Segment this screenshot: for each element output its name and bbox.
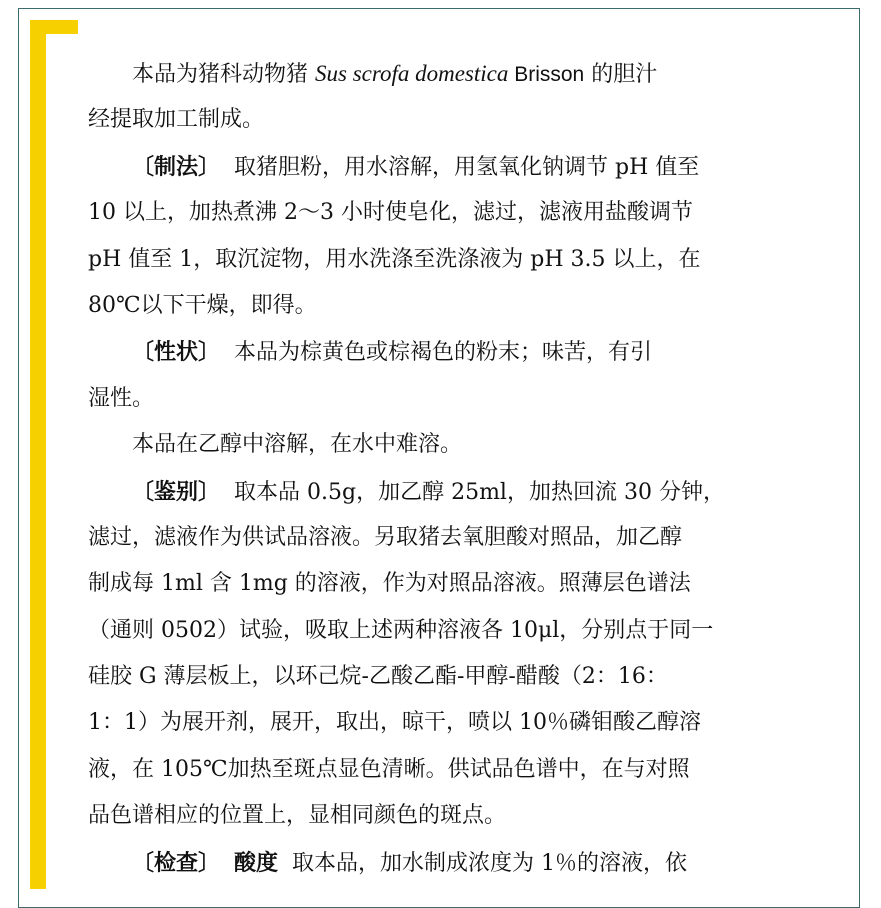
section-heading-inspection: 〔检查〕 [132,849,221,876]
subheading-acidity: 酸度 [234,849,279,876]
text-line-18 [88,840,818,886]
text-line-17: 品色谱相应的位置上，显相同颜色的斑点。 [88,803,507,829]
text-span: 本品为猪科动物猪 [132,62,315,87]
text-line-1 [88,51,818,97]
text-line-10 [88,469,818,515]
section-heading-preparation: 〔制法〕 [132,153,221,180]
text-line-7 [88,329,818,375]
text-span: 本品为棕黄色或棕褐色的粉末；味苦，有引 [234,340,653,366]
author-name: Brisson [508,63,585,86]
text-line-9: 本品在乙醇中溶解，在水中难溶。 [132,432,463,458]
text-line-13: （通则 0502）试验，吸取上述两种溶液各 10μl，分别点于同一 [88,617,714,643]
section-heading-description: 〔性状〕 [132,339,221,366]
text-span: 取猪胆粉，用水溶解，用氢氧化钠调节 pH 值至 [234,154,700,180]
text-line-14: 硅胶 G 薄层板上，以环己烷-乙酸乙酯-甲醇-醋酸（2：16： [88,664,668,690]
text-span: 的胆汁 [584,62,658,87]
text-line-15: 1：1）为展开剂，展开，取出，晾干，喷以 10％磷钼酸乙醇溶 [88,710,701,736]
text-line-8: 湿性。 [88,385,155,411]
text-line-4: 10 以上，加热煮沸 2～3 小时使皂化，滤过，滤液用盐酸调节 [88,200,693,226]
text-line-16: 液，在 105℃加热至斑点显色清晰。供试品色谱中，在与对照 [88,756,690,782]
text-line-5: pH 值至 1，取沉淀物，用水洗涤至洗涤液为 pH 3.5 以上，在 [88,246,701,272]
text-line-3 [88,144,818,190]
section-heading-identification: 〔鉴别〕 [132,478,221,505]
text-span: 取本品，加水制成浓度为 1％的溶液，依 [292,850,688,876]
text-line-6: 80℃以下干燥，即得。 [88,292,317,318]
text-line-2: 经提取加工制成。 [88,107,265,133]
accent-bar-horizontal [30,20,78,34]
accent-bar-vertical [30,20,46,889]
text-span: 取本品 0.5g，加乙醇 25ml，加热回流 30 分钟， [234,479,725,505]
latin-species-name: Sus scrofa domestica [315,61,509,86]
text-line-11: 滤过，滤液作为供试品溶液。另取猪去氧胆酸对照品，加乙醇 [88,524,683,550]
document-body [88,51,818,886]
text-line-12: 制成每 1ml 含 1mg 的溶液，作为对照品溶液。照薄层色谱法 [88,571,691,597]
